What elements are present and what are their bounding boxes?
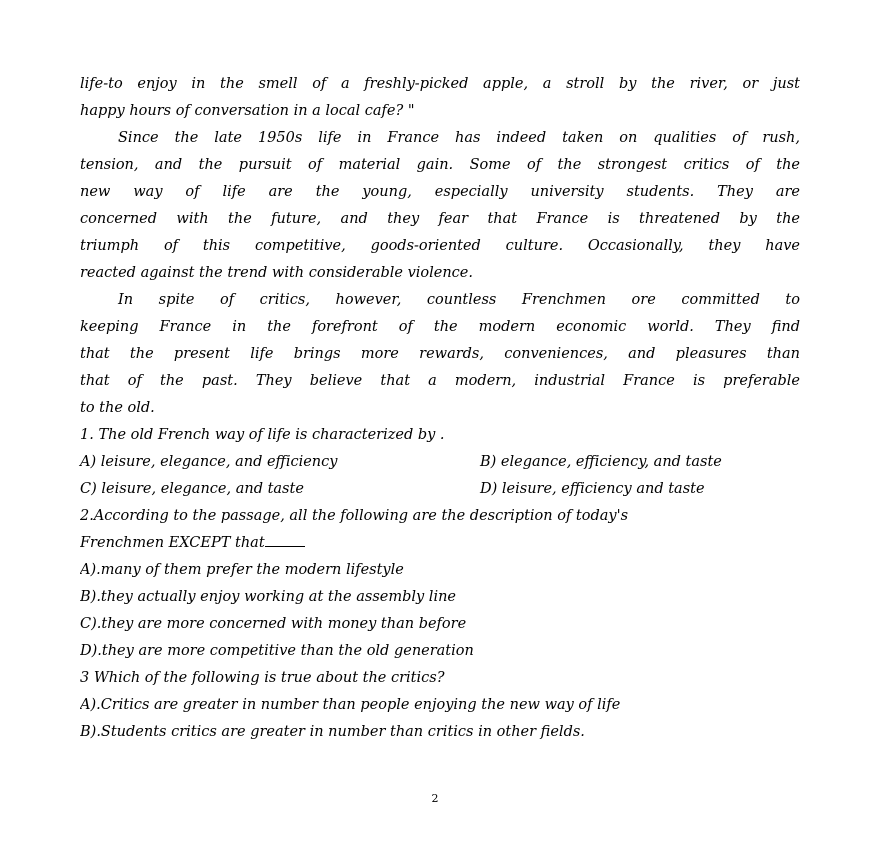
passage-line: concerned with the future, and they fear that France is threatened by the <box>80 211 800 227</box>
question-3-option-b: B).Students critics are greater in number than critics in other fields. <box>80 724 585 740</box>
question-2-stem-line-2 <box>80 530 800 557</box>
passage-line: that the present life brings more rewards, conveniences, and pleasures than <box>80 346 800 362</box>
passage-line: life-to enjoy in the smell of a freshly-picked apple, a stroll by the river, or just <box>80 76 800 92</box>
passage-and-questions <box>80 71 800 746</box>
question-1-stem: 1. The old French way of life is characterized by . <box>80 427 445 443</box>
passage-line: to the old. <box>80 400 155 416</box>
question-1-options-row-1 <box>80 449 800 476</box>
passage-line: keeping France in the forefront of the modern economic world. They find <box>80 319 800 335</box>
passage-line: Since the late 1950s life in France has indeed taken on qualities of rush, <box>118 130 800 146</box>
passage-line: that of the past. They believe that a modern, industrial France is preferable <box>80 373 800 389</box>
question-2-option-b: B).they actually enjoy working at the assembly line <box>80 589 457 605</box>
question-3-stem: 3 Which of the following is true about the critics? <box>80 670 445 686</box>
question-2-option-d: D).they are more competitive than the old generation <box>80 643 474 659</box>
question-2-stem-line-1: 2.According to the passage, all the following are the description of today's <box>80 508 629 524</box>
passage-line: tension, and the pursuit of material gain. Some of the strongest critics of the <box>80 157 800 173</box>
question-1-option-d: D) leisure, efficiency and taste <box>480 481 705 497</box>
question-2-option-c: C).they are more concerned with money than before <box>80 616 467 632</box>
question-1-option-a: A) leisure, elegance, and efficiency <box>80 454 338 470</box>
passage-line: new way of life are the young, especially university students. They are <box>80 184 800 200</box>
question-3-option-a: A).Critics are greater in number than people enjoying the new way of life <box>80 697 621 713</box>
passage-line: happy hours of conversation in a local cafe? " <box>80 103 415 119</box>
page-number: 2 <box>431 792 439 805</box>
question-1-option-c: C) leisure, elegance, and taste <box>80 481 304 497</box>
question-2-option-a: A).many of them prefer the modern lifestyle <box>80 562 404 578</box>
question-1-option-b: B) elegance, efficiency, and taste <box>480 454 722 470</box>
passage-line: triumph of this competitive, goods-oriented culture. Occasionally, they have <box>80 238 800 254</box>
answer-blank <box>265 532 305 547</box>
passage-line: reacted against the trend with considerable violence. <box>80 265 473 281</box>
question-2-stem-text: Frenchmen EXCEPT that <box>80 535 265 551</box>
question-1-options-row-2 <box>80 476 800 503</box>
passage-line: In spite of critics, however, countless Frenchmen ore committed to <box>118 292 800 308</box>
